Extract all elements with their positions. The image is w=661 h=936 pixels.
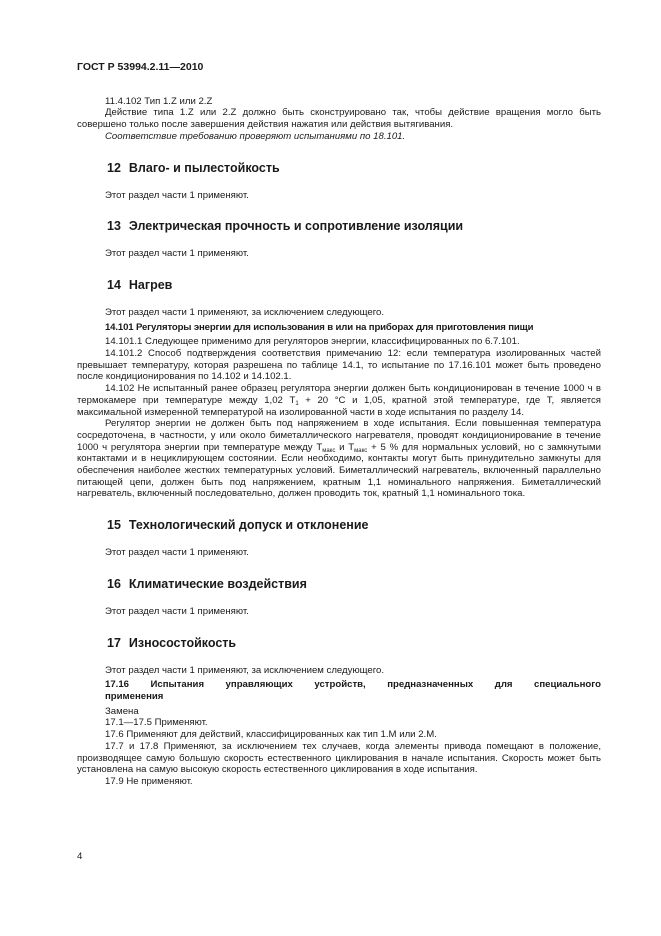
section-14-text: Этот раздел части 1 применяют, за исключением следующего. (105, 306, 385, 318)
section-16-heading: 16 Климатические воздействия (107, 576, 307, 591)
clause-14-101-1: 14.101.1 Следующее применимо для регуляторов энергии, классифицированных по 6.7.101. (105, 336, 520, 348)
section-13-heading: 13 Электрическая прочность и сопротивление изоляции (107, 219, 464, 234)
clause-17-16-title: 17.16 Испытания управляющих устройств, предназначенных для специального (105, 679, 601, 691)
clause-17-16-title-cont: применения (105, 690, 164, 702)
compliance-note: Соответствие требованию проверяют испытаниями по 18.101. (105, 130, 406, 142)
replacement-label: Замена (105, 705, 139, 717)
page-number: 4 (77, 851, 83, 862)
section-12-heading: 12 Влаго- и пылестойкость (107, 160, 280, 175)
clause-14-101-title: 14.101 Регуляторы энергии для использования в или на приборах для приготовления пищи (105, 321, 534, 333)
clause-17-9: 17.9 Не применяют. (105, 775, 193, 787)
clause-11-4-102-title: 11.4.102 Тип 1.Z или 2.Z (105, 95, 213, 107)
clause-11-4-102-text: Действие типа 1.Z или 2.Z должно быть сконструировано так, чтобы действие вращения могло быть совершено только после завершения действия нажатия или действия вытягивания. (77, 107, 601, 131)
clause-17-1-17-5: 17.1—17.5 Применяют. (105, 717, 208, 729)
clause-14-102: 14.102 Не испытанный ранее образец регулятора энергии должен быть кондиционирован в течение 1000 ч в термокамере при температуре между 1,02 $T_1 + 20$ °С и 1,05, кратной этой температуре, где T, является максимальной измеренной температурой на изолированной части в ходе испытания по разделу 14. (77, 383, 601, 418)
section-14-heading: 14 Нагрев (107, 277, 173, 292)
clause-14-101-2: 14.101.2 Способ подтверждения соответствия примечанию 12: если температура изолированных частей превышает температуру, которая разрешена по таблице 14.1, то испытание по 17.16.101 может быть проведено после кондиционирования по 14.102 и 14.102.1. (77, 348, 601, 383)
section-13-text: Этот раздел части 1 применяют. (105, 248, 249, 260)
section-12-text: Этот раздел части 1 применяют. (105, 189, 249, 201)
clause-17-7-17-8: 17.7 и 17.8 Применяют, за исключением тех случаев, когда элементы привода помещают в положение, производящее самую большую скорость естественного циклирования в начале испытания. Скорость может быть установлена на самую высокую скорость естественного циклирования в ходе испытания. (77, 740, 601, 776)
section-15-text: Этот раздел части 1 применяют. (105, 547, 249, 559)
document-header: ГОСТ Р 53994.2.11—2010 (77, 61, 204, 73)
clause-14-102-paragraph-2: Регулятор энергии не должен быть под напряжением в ходе испытания. Если повышенная температура сосредоточена, в частности, у или около биметаллического нагревателя, проводят кондиционирование в течение 1000 ч регулятора энергии при температуре между $T_{макс}$ и $T_{макс} + 5$ % для нормальных условий, но с замкнутыми контактами и в нециклирующем состоянии. Если необходимо, контакты могут быть принудительно замкнуты для обеспечения наиболее жестких температурных условий. Биметаллический нагреватель, включенный параллельно питающей цепи, должен быть под напряжением, кратным 1,1 номинального напряжения. Биметаллический нагреватель, включенный последовательно, должен проводить ток, кратный 1,1 номинального тока. (77, 418, 601, 500)
section-16-text: Этот раздел части 1 применяют. (105, 605, 249, 617)
clause-17-6: 17.6 Применяют для действий, классифицированных как тип 1.М или 2.М. (105, 729, 437, 741)
section-15-heading: 15 Технологический допуск и отклонение (107, 518, 369, 533)
section-17-text: Этот раздел части 1 применяют, за исключением следующего. (105, 664, 385, 676)
section-17-heading: 17 Износостойкость (107, 635, 237, 650)
